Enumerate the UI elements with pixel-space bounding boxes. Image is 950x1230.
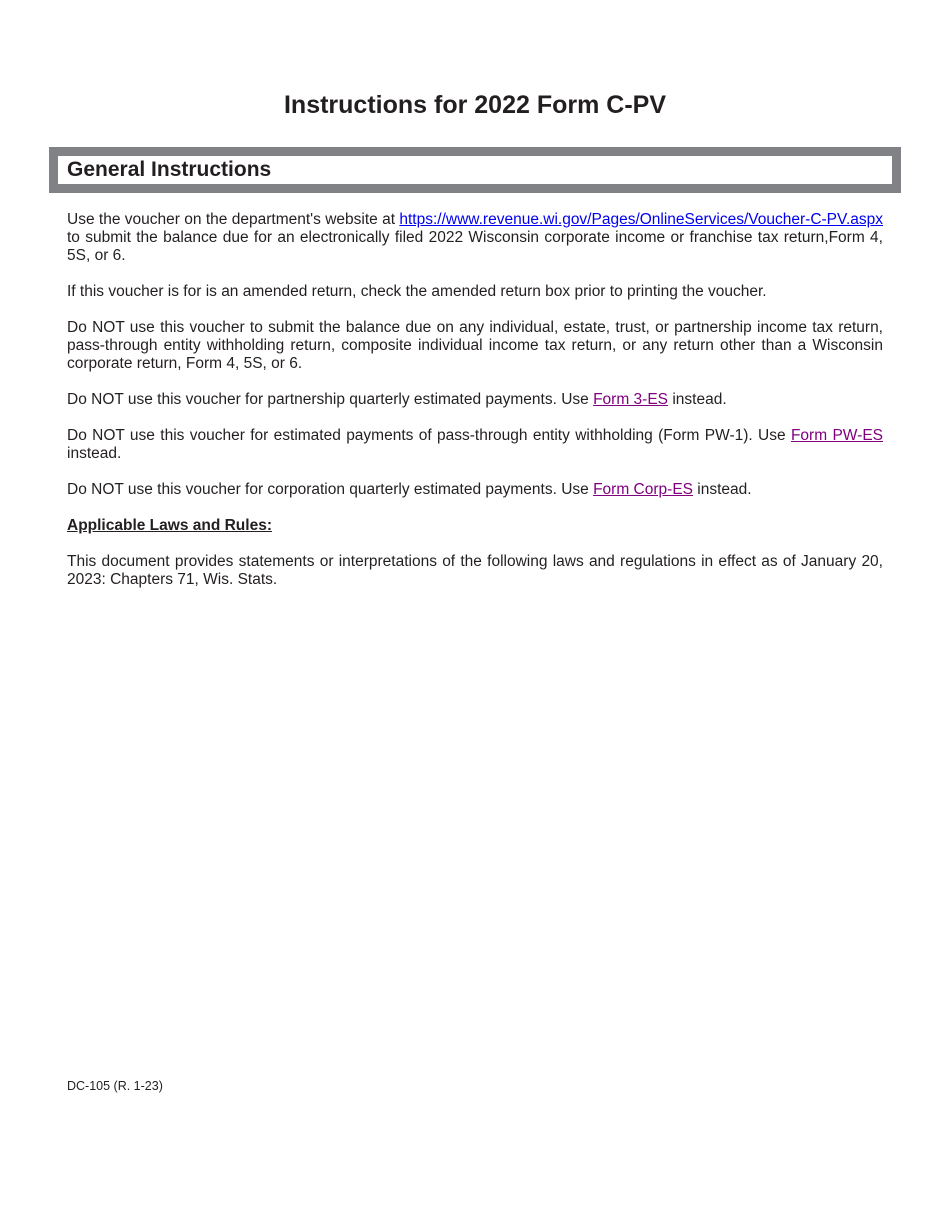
amended-return-paragraph: If this voucher is for is an amended return, check the amended return box prior to printing the voucher. — [67, 283, 767, 300]
paragraph-text: Do NOT use this voucher for corporation quarterly estimated payments. Use — [67, 481, 594, 498]
corporation-estimated-paragraph — [67, 481, 883, 499]
form-3-es-link[interactable]: Form 3-ES — [593, 391, 669, 408]
paragraph-text: Use the voucher on the department's website at — [67, 211, 400, 228]
applicable-laws-heading: Applicable Laws and Rules: — [67, 517, 272, 534]
form-corp-es-link[interactable]: Form Corp-ES — [593, 481, 693, 498]
paragraph-text: Do NOT use this voucher for estimated payments of pass-through entity withholding (Form PW-1). Use — [67, 427, 791, 444]
partnership-estimated-paragraph — [67, 391, 883, 409]
instructions-body — [67, 211, 883, 589]
form-pw-es-link[interactable]: Form PW-ES — [790, 427, 883, 444]
paragraph-text: instead. — [668, 391, 727, 408]
laws-statement-paragraph: This document provides statements or interpretations of the following laws and regulations in effect as of January 20, 2023: Chapters 71, Wis. Stats. — [67, 553, 883, 588]
do-not-use-returns-paragraph: Do NOT use this voucher to submit the balance due on any individual, estate, trust, or partnership income tax return, pass-through entity withholding return, composite individual income tax return, or any return other than a Wisconsin corporate return, Form 4, 5S, or 6. — [67, 319, 883, 372]
page-title: Instructions for 2022 Form C-PV — [283, 91, 667, 119]
voucher-url-link[interactable]: https://www.revenue.wi.gov/Pages/OnlineServices/Voucher-C-PV.aspx — [399, 211, 883, 228]
paragraph-text: Do NOT use this voucher for partnership quarterly estimated payments. Use — [67, 391, 594, 408]
paragraph-text: instead. — [67, 445, 122, 462]
paragraph-text: to submit the balance due for an electronically filed 2022 Wisconsin corporate income or franchise tax return,Form 4, 5S, or 6. — [67, 229, 883, 264]
section-banner — [49, 147, 901, 193]
pass-through-estimated-paragraph — [67, 427, 883, 463]
section-heading: General Instructions — [67, 158, 272, 181]
voucher-website-paragraph — [67, 211, 883, 265]
form-code-footer: DC-105 (R. 1-23) — [67, 1079, 163, 1093]
paragraph-text: instead. — [693, 481, 752, 498]
